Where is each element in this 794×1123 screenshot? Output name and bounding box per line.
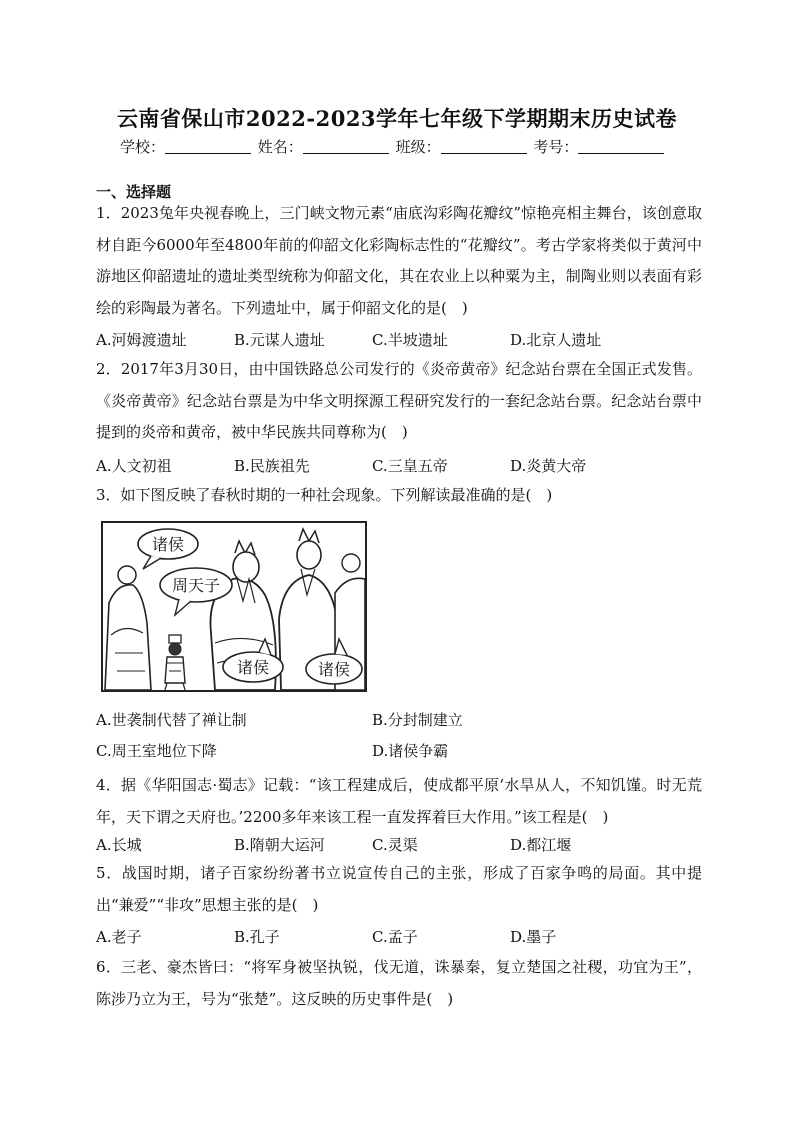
option[interactable]: A.世袭制代替了禅让制 [96, 711, 247, 729]
option[interactable]: B.民族祖先 [234, 457, 310, 475]
student-info-line [120, 136, 666, 157]
bubble-label-king: 周天子 [171, 576, 221, 595]
option[interactable]: B.分封制建立 [372, 711, 463, 729]
question-1-text: 1．2023兔年央视春晚上，三门峡文物元素“庙底沟彩陶花瓣纹”惊艳亮相主舞台，该创意取材自距今6000年至4800年前的仰韶文化彩陶标志性的“花瓣纹”。考古学家将类似于黄河中游地区仰韶遗址的遗址类型统称为仰韶文化，其在农业上以种粟为主，制陶业则以表面有彩绘的彩陶最为著名。下列遗址中，属于仰韶文化的是( ) [96, 204, 702, 317]
option[interactable]: C.三皇五帝 [372, 457, 448, 475]
school-label: 学校： [120, 138, 166, 156]
option[interactable]: C.半坡遗址 [372, 331, 448, 349]
option[interactable]: D.北京人遗址 [510, 331, 602, 349]
option[interactable]: A.河姆渡遗址 [96, 331, 187, 349]
option[interactable]: B.孔子 [234, 928, 280, 946]
class-label: 班级： [395, 138, 441, 156]
question-4-text: 4．据《华阳国志·蜀志》记载：“该工程建成后，使成都平原‘水旱从人，不知饥馑。时无荒年，天下谓之天府也。’2200多年来该工程一直发挥着巨大作用。”该工程是( ) [96, 776, 702, 826]
option[interactable]: D.都江堰 [510, 836, 572, 854]
option[interactable]: C.周王室地位下降 [96, 742, 217, 760]
option[interactable]: D.诸侯争霸 [372, 742, 449, 760]
section-title: 一、选择题 [96, 183, 172, 201]
option[interactable]: C.孟子 [372, 928, 418, 946]
option[interactable]: A.人文初祖 [96, 457, 172, 475]
cartoon-illustration [103, 523, 365, 690]
bubble-label-bottom-right: 诸侯 [317, 660, 351, 679]
class-blank[interactable] [441, 139, 527, 154]
option[interactable]: D.炎黄大帝 [510, 457, 587, 475]
question-3-options-row1 [96, 709, 706, 739]
question-6-text: 6．三老、豪杰皆曰：“将军身被坚执锐，伐无道，诛暴秦，复立楚国之社稷，功宜为王”，陈涉乃立为王，号为“张楚”。这反映的历史事件是( ) [96, 958, 702, 1008]
bubble-label-top-left: 诸侯 [151, 535, 185, 554]
option[interactable]: B.隋朝大运河 [234, 836, 325, 854]
option[interactable]: C.灵渠 [372, 836, 418, 854]
option[interactable]: D.墨子 [510, 928, 557, 946]
bubble-label-bottom-center: 诸侯 [236, 658, 270, 677]
question-3-options-row2 [96, 740, 706, 770]
number-blank[interactable] [578, 139, 664, 154]
name-blank[interactable] [303, 139, 389, 154]
option[interactable]: A.老子 [96, 928, 142, 946]
question-5-text: 5．战国时期，诸子百家纷纷著书立说宣传自己的主张，形成了百家争鸣的局面。其中提出“兼爱”“非攻”思想主张的是( ) [96, 864, 702, 914]
number-label: 考号： [533, 138, 579, 156]
option[interactable]: B.元谋人遗址 [234, 331, 325, 349]
page-title: 云南省保山市2022-2023学年七年级下学期期末历史试卷 [116, 106, 678, 131]
question-3-text: 3．如下图反映了春秋时期的一种社会现象。下列解读最准确的是( ) [96, 486, 553, 504]
name-label: 姓名： [257, 138, 303, 156]
cartoon-figure [101, 521, 367, 692]
school-blank[interactable] [165, 139, 251, 154]
question-2-text: 2．2017年3月30日，由中国铁路总公司发行的《炎帝黄帝》纪念站台票在全国正式发售。《炎帝黄帝》纪念站台票是为中华文明探源工程研究发行的一套纪念站台票。纪念站台票中提到的炎帝和黄帝，被中华民族共同尊称为( ) [96, 360, 702, 441]
option[interactable]: A.长城 [96, 836, 142, 854]
